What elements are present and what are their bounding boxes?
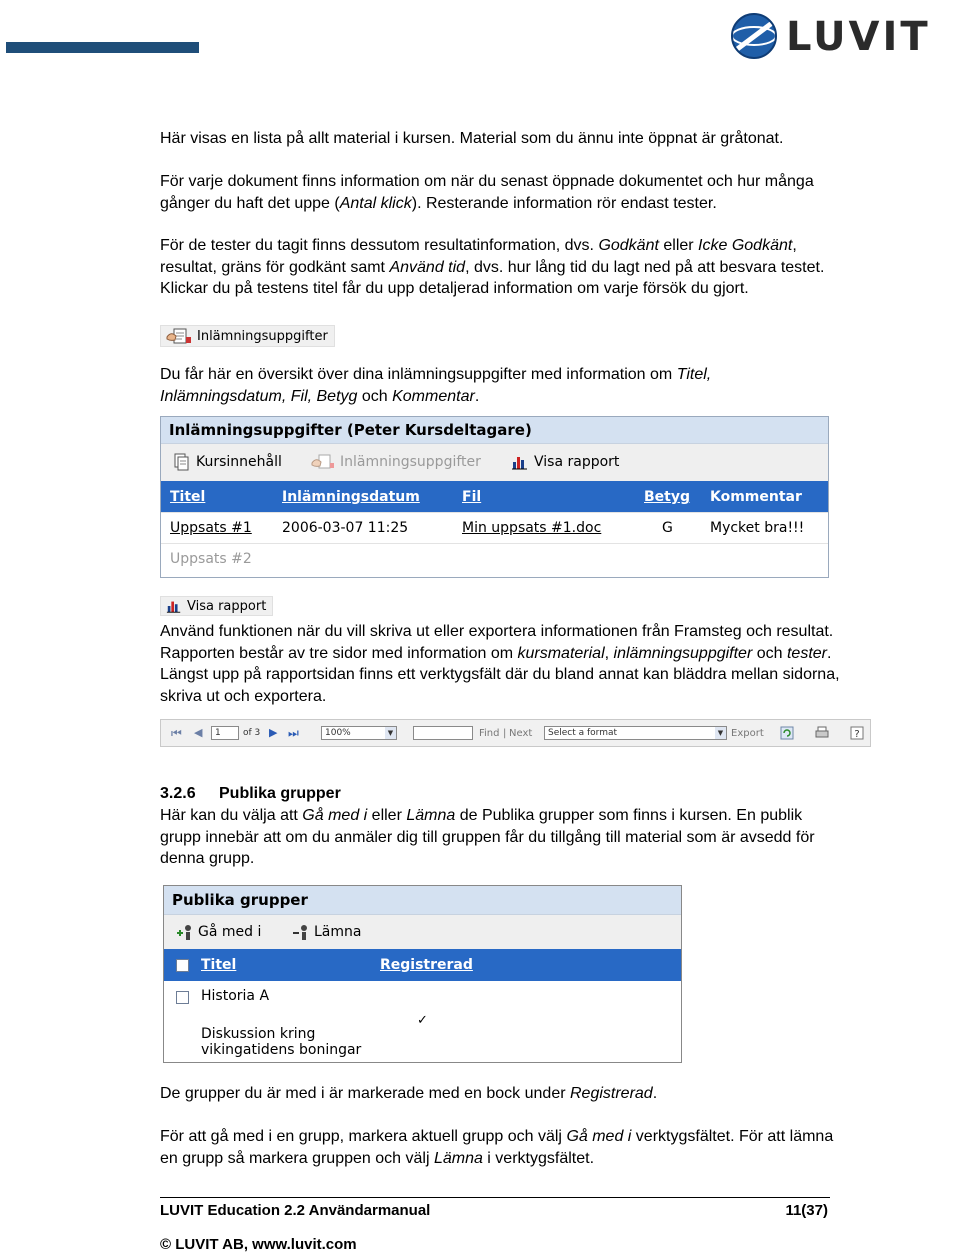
visa-rapport-button[interactable]: Visa rapport xyxy=(511,453,619,471)
table-row xyxy=(161,512,828,543)
hand-document-icon xyxy=(166,327,192,345)
remove-user-icon xyxy=(292,923,310,941)
paragraph-registrerad: De grupper du är med i är markerade med en bock under Registrerad. xyxy=(160,1085,658,1102)
row-titel: Historia A xyxy=(201,988,270,1004)
bar-chart-icon xyxy=(511,453,529,471)
row-datum: 2006-03-07 11:25 xyxy=(282,520,409,536)
registered-check-icon: ✓ xyxy=(417,1013,428,1028)
paragraph-instructions: För att gå med i en grupp, markera aktuell grupp och välj Gå med i verktygsfältet. För att lämna en grupp så markera gruppen och välj Lämna i verktygsfältet. xyxy=(160,1128,834,1167)
logo-text: LUVIT xyxy=(786,14,931,60)
find-separator: | xyxy=(503,728,507,739)
column-registrerad[interactable]: Registrerad xyxy=(380,957,473,973)
section-title: Publika grupper xyxy=(219,785,341,802)
paragraph-publika: Här kan du välja att Gå med i eller Lämna de Publika grupper som finns i kursen. En publik grupp innebär att om du anmäler dig till gruppen får du tillgång till material som är avsedd för denna grupp. xyxy=(160,807,815,867)
panel-title: Inlämningsuppgifter (Peter Kursdeltagare) xyxy=(161,417,828,443)
column-titel[interactable]: Titel xyxy=(170,489,206,505)
ga-med-i-button[interactable]: Gå med i xyxy=(176,923,261,941)
page-input[interactable]: 1 xyxy=(211,726,239,740)
visa-rapport-chip[interactable]: Visa rapport xyxy=(160,596,273,616)
table-row xyxy=(164,1013,681,1062)
last-page-icon[interactable]: ⏭ xyxy=(288,726,299,740)
previous-page-icon[interactable]: ◀ xyxy=(194,726,203,739)
next-page-icon[interactable]: ▶ xyxy=(269,726,278,739)
paragraph-intro: Här visas en lista på allt material i kursen. Material som du ännu inte öppnat är gråtonat. xyxy=(160,130,784,147)
row-titel-line2: vikingatidens boningar xyxy=(201,1042,362,1058)
find-link[interactable]: Find xyxy=(479,728,500,739)
globe-icon xyxy=(728,8,784,64)
documents-icon xyxy=(173,453,191,471)
row-betyg: G xyxy=(662,520,673,536)
format-select[interactable]: Select a format ▼ xyxy=(544,726,727,740)
table-header xyxy=(161,481,828,512)
report-toolbar xyxy=(160,719,871,747)
row-fil-link[interactable]: Min uppsats #1.doc xyxy=(462,520,602,536)
chevron-down-icon: ▼ xyxy=(715,727,726,739)
page-count: of 3 xyxy=(243,728,261,738)
inlamningsuppgifter-chip[interactable]: Inlämningsuppgifter xyxy=(160,325,335,347)
panel-toolbar xyxy=(164,914,681,949)
panel-toolbar xyxy=(161,443,828,481)
table-row xyxy=(161,543,828,577)
find-input[interactable] xyxy=(413,726,473,740)
inlamningsuppgifter-button[interactable]: Inlämningsuppgifter xyxy=(311,453,481,471)
table-row xyxy=(164,981,681,1017)
row-titel-link[interactable]: Uppsats #1 xyxy=(170,520,252,536)
header-accent-bar xyxy=(6,42,199,53)
column-inlamningsdatum[interactable]: Inlämningsdatum xyxy=(282,489,420,505)
hand-document-icon xyxy=(311,453,335,471)
print-icon[interactable] xyxy=(815,726,829,740)
luvit-logo xyxy=(728,8,960,64)
column-betyg[interactable]: Betyg xyxy=(644,489,691,505)
section-number: 3.2.6 xyxy=(160,785,196,802)
paragraph-documents: För varje dokument finns information om när du senast öppnade dokumentet och hur många gånger du haft det uppe (Antal klick). Resterande information rör endast tester. xyxy=(160,173,814,212)
paragraph-rapport: Använd funktionen när du vill skriva ut eller exportera informationen från Framsteg och resultat. Rapporten består av tre sidor med information om kursmaterial, inlämningsuppgifter och tester. Längst upp på rapportsidan finns ett verktygsfält där du bland annat kan bläddra mellan sidorna, skriva ut och exportera. xyxy=(160,623,840,705)
lamna-button[interactable]: Lämna xyxy=(292,923,361,941)
row-titel-line1: Diskussion kring xyxy=(201,1026,316,1042)
footer-page-number: 11(37) xyxy=(785,1202,828,1219)
footer-manual-title: LUVIT Education 2.2 Användarmanual xyxy=(160,1202,431,1219)
column-titel[interactable]: Titel xyxy=(201,957,237,973)
table-header xyxy=(164,949,681,981)
footer-copyright: © LUVIT AB, www.luvit.com xyxy=(160,1236,357,1253)
row-titel-grey[interactable]: Uppsats #2 xyxy=(170,551,252,567)
first-page-icon[interactable]: ⏮ xyxy=(171,726,182,740)
paragraph-inlamning: Du får här en översikt över dina inlämningsuppgifter med information om Titel, Inlämningsdatum, Fil, Betyg och Kommentar. xyxy=(160,366,712,405)
inlamningsuppgifter-panel xyxy=(160,416,829,578)
paragraph-tests: För de tester du tagit finns dessutom resultatinformation, dvs. Godkänt eller Icke Godkänt, resultat, gräns för godkänt samt Använd tid, dvs. hur lång tid du lagt ned på att besvara testet. Klickar du på testens titel får du upp detaljerad information om varje försök du gjort. xyxy=(160,237,825,297)
add-user-icon xyxy=(176,923,194,941)
bar-chart-icon xyxy=(166,598,182,614)
panel-title: Publika grupper xyxy=(164,886,681,914)
zoom-select[interactable]: 100% ▼ xyxy=(321,726,397,740)
export-link[interactable]: Export xyxy=(731,728,764,739)
row-checkbox[interactable] xyxy=(176,991,189,1004)
row-kommentar: Mycket bra!!! xyxy=(710,520,805,536)
refresh-icon[interactable] xyxy=(780,726,794,740)
next-link[interactable]: Next xyxy=(509,728,533,739)
help-icon[interactable] xyxy=(850,726,864,740)
svg-text:?: ? xyxy=(854,729,860,740)
column-fil[interactable]: Fil xyxy=(462,489,482,505)
chevron-down-icon: ▼ xyxy=(385,727,396,739)
column-kommentar: Kommentar xyxy=(710,489,802,505)
publika-grupper-panel xyxy=(163,885,682,1063)
select-all-checkbox[interactable] xyxy=(176,959,189,972)
footer-divider xyxy=(160,1197,830,1198)
kursinnehall-button[interactable]: Kursinnehåll xyxy=(173,453,282,471)
